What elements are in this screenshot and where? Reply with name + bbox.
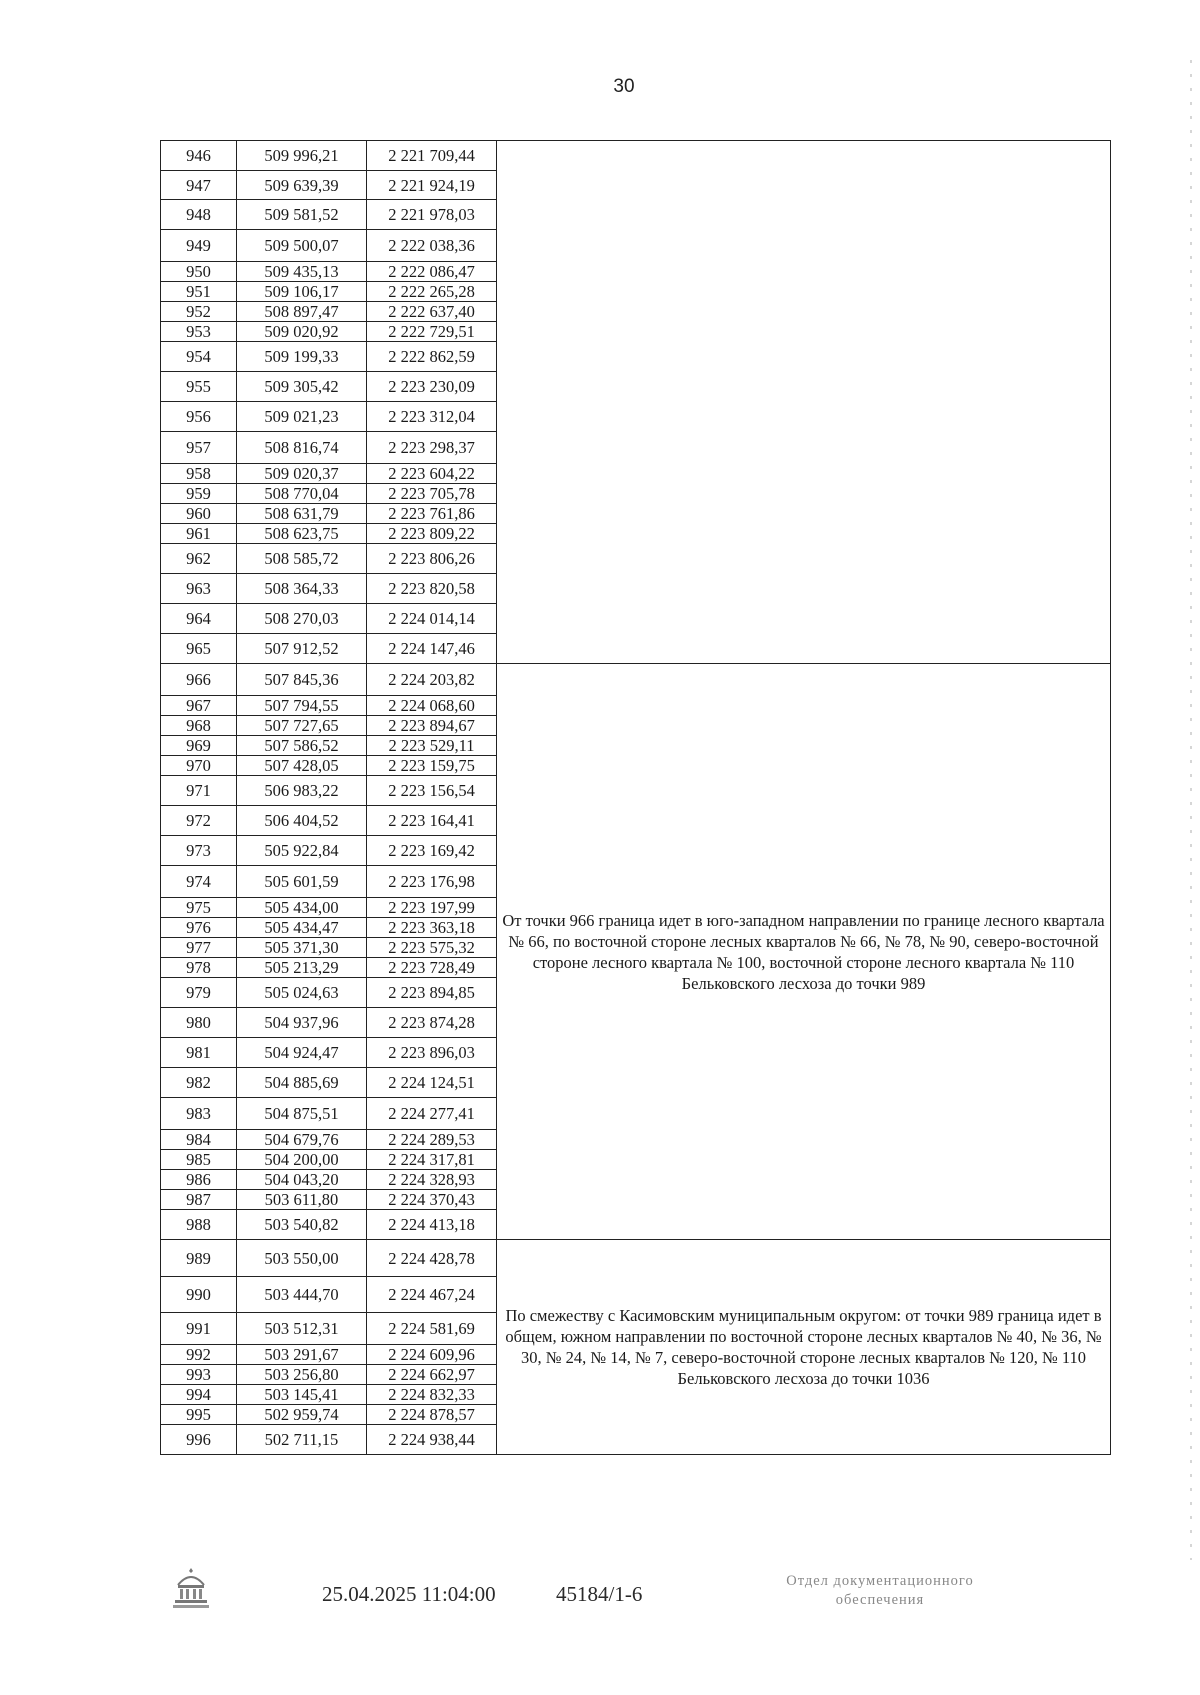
footer-datetime: 25.04.2025 11:04:00 xyxy=(322,1582,496,1606)
point-number-cell: 975 xyxy=(161,898,237,918)
y-coordinate-cell: 2 224 413,18 xyxy=(367,1210,497,1240)
point-number-cell: 990 xyxy=(161,1277,237,1313)
y-coordinate-cell: 2 224 068,60 xyxy=(367,696,497,716)
point-number-cell: 948 xyxy=(161,200,237,230)
point-number-cell: 973 xyxy=(161,836,237,866)
table-row xyxy=(161,141,1111,171)
x-coordinate-cell: 509 020,92 xyxy=(237,322,367,342)
y-coordinate-cell: 2 223 809,22 xyxy=(367,524,497,544)
x-coordinate-cell: 509 020,37 xyxy=(237,464,367,484)
y-coordinate-cell: 2 223 230,09 xyxy=(367,372,497,402)
point-number-cell: 960 xyxy=(161,504,237,524)
y-coordinate-cell: 2 224 317,81 xyxy=(367,1150,497,1170)
point-number-cell: 994 xyxy=(161,1385,237,1405)
x-coordinate-cell: 504 200,00 xyxy=(237,1150,367,1170)
x-coordinate-cell: 504 924,47 xyxy=(237,1038,367,1068)
x-coordinate-cell: 509 106,17 xyxy=(237,282,367,302)
point-number-cell: 983 xyxy=(161,1098,237,1130)
boundary-description-cell xyxy=(497,141,1111,664)
y-coordinate-cell: 2 223 874,28 xyxy=(367,1008,497,1038)
y-coordinate-cell: 2 222 265,28 xyxy=(367,282,497,302)
y-coordinate-cell: 2 223 604,22 xyxy=(367,464,497,484)
x-coordinate-cell: 508 270,03 xyxy=(237,604,367,634)
x-coordinate-cell: 502 711,15 xyxy=(237,1425,367,1455)
x-coordinate-cell: 503 291,67 xyxy=(237,1345,367,1365)
x-coordinate-cell: 504 885,69 xyxy=(237,1068,367,1098)
point-number-cell: 982 xyxy=(161,1068,237,1098)
point-number-cell: 984 xyxy=(161,1130,237,1150)
point-number-cell: 964 xyxy=(161,604,237,634)
y-coordinate-cell: 2 223 894,67 xyxy=(367,716,497,736)
y-coordinate-cell: 2 223 312,04 xyxy=(367,402,497,432)
boundary-description-cell: От точки 966 граница идет в юго-западном направлении по границе лесного квартала № 66, по восточной стороне лесных кварталов № 66, № 78, № 90, северо-восточной стороне лесного квартала № 100, восточной стороне лесного квартала № 110 Бельковского лесхоза до точки 989 xyxy=(497,664,1111,1240)
x-coordinate-cell: 509 500,07 xyxy=(237,230,367,262)
point-number-cell: 969 xyxy=(161,736,237,756)
x-coordinate-cell: 509 305,42 xyxy=(237,372,367,402)
x-coordinate-cell: 503 550,00 xyxy=(237,1240,367,1277)
point-number-cell: 949 xyxy=(161,230,237,262)
y-coordinate-cell: 2 223 820,58 xyxy=(367,574,497,604)
x-coordinate-cell: 504 937,96 xyxy=(237,1008,367,1038)
point-number-cell: 968 xyxy=(161,716,237,736)
point-number-cell: 959 xyxy=(161,484,237,504)
y-coordinate-cell: 2 223 156,54 xyxy=(367,776,497,806)
point-number-cell: 989 xyxy=(161,1240,237,1277)
x-coordinate-cell: 508 631,79 xyxy=(237,504,367,524)
table-row xyxy=(161,664,1111,696)
x-coordinate-cell: 505 434,47 xyxy=(237,918,367,938)
point-number-cell: 971 xyxy=(161,776,237,806)
emblem-logo-icon xyxy=(170,1565,212,1611)
point-number-cell: 953 xyxy=(161,322,237,342)
x-coordinate-cell: 509 435,13 xyxy=(237,262,367,282)
x-coordinate-cell: 509 996,21 xyxy=(237,141,367,171)
y-coordinate-cell: 2 224 370,43 xyxy=(367,1190,497,1210)
x-coordinate-cell: 506 404,52 xyxy=(237,806,367,836)
y-coordinate-cell: 2 223 728,49 xyxy=(367,958,497,978)
boundary-description-cell: По смежеству с Касимовским муниципальным округом: от точки 989 граница идет в общем, южном направлении по восточной стороне лесных кварталов № 40, № 36, № 30, № 24, № 14, № 7, северо-восточной стороне лесных кварталов № 120, № 110 Бельковского лесхоза до точки 1036 xyxy=(497,1240,1111,1455)
point-number-cell: 952 xyxy=(161,302,237,322)
point-number-cell: 972 xyxy=(161,806,237,836)
y-coordinate-cell: 2 224 662,97 xyxy=(367,1365,497,1385)
x-coordinate-cell: 505 601,59 xyxy=(237,866,367,898)
point-number-cell: 955 xyxy=(161,372,237,402)
stamp-line-1: Отдел документационного xyxy=(786,1573,974,1589)
x-coordinate-cell: 505 371,30 xyxy=(237,938,367,958)
page-number: 30 xyxy=(613,76,635,97)
point-number-cell: 991 xyxy=(161,1313,237,1345)
x-coordinate-cell: 503 145,41 xyxy=(237,1385,367,1405)
y-coordinate-cell: 2 224 147,46 xyxy=(367,634,497,664)
x-coordinate-cell: 507 586,52 xyxy=(237,736,367,756)
y-coordinate-cell: 2 221 709,44 xyxy=(367,141,497,171)
x-coordinate-cell: 504 043,20 xyxy=(237,1170,367,1190)
y-coordinate-cell: 2 224 467,24 xyxy=(367,1277,497,1313)
y-coordinate-cell: 2 223 176,98 xyxy=(367,866,497,898)
x-coordinate-cell: 506 983,22 xyxy=(237,776,367,806)
y-coordinate-cell: 2 223 575,32 xyxy=(367,938,497,958)
point-number-cell: 974 xyxy=(161,866,237,898)
point-number-cell: 970 xyxy=(161,756,237,776)
x-coordinate-cell: 508 770,04 xyxy=(237,484,367,504)
y-coordinate-cell: 2 224 124,51 xyxy=(367,1068,497,1098)
x-coordinate-cell: 507 794,55 xyxy=(237,696,367,716)
point-number-cell: 967 xyxy=(161,696,237,716)
x-coordinate-cell: 503 444,70 xyxy=(237,1277,367,1313)
point-number-cell: 954 xyxy=(161,342,237,372)
point-number-cell: 988 xyxy=(161,1210,237,1240)
y-coordinate-cell: 2 223 761,86 xyxy=(367,504,497,524)
point-number-cell: 986 xyxy=(161,1170,237,1190)
y-coordinate-cell: 2 222 729,51 xyxy=(367,322,497,342)
x-coordinate-cell: 507 727,65 xyxy=(237,716,367,736)
y-coordinate-cell: 2 223 894,85 xyxy=(367,978,497,1008)
point-number-cell: 996 xyxy=(161,1425,237,1455)
x-coordinate-cell: 505 922,84 xyxy=(237,836,367,866)
table-row xyxy=(161,1240,1111,1277)
stamp-line-2: обеспечения xyxy=(835,1592,925,1608)
x-coordinate-cell: 503 611,80 xyxy=(237,1190,367,1210)
point-number-cell: 981 xyxy=(161,1038,237,1068)
y-coordinate-cell: 2 223 529,11 xyxy=(367,736,497,756)
y-coordinate-cell: 2 223 169,42 xyxy=(367,836,497,866)
x-coordinate-cell: 505 213,29 xyxy=(237,958,367,978)
y-coordinate-cell: 2 221 924,19 xyxy=(367,171,497,200)
point-number-cell: 965 xyxy=(161,634,237,664)
x-coordinate-cell: 509 639,39 xyxy=(237,171,367,200)
y-coordinate-cell: 2 222 637,40 xyxy=(367,302,497,322)
x-coordinate-cell: 504 679,76 xyxy=(237,1130,367,1150)
y-coordinate-cell: 2 223 159,75 xyxy=(367,756,497,776)
point-number-cell: 995 xyxy=(161,1405,237,1425)
x-coordinate-cell: 503 256,80 xyxy=(237,1365,367,1385)
point-number-cell: 992 xyxy=(161,1345,237,1365)
y-coordinate-cell: 2 223 197,99 xyxy=(367,898,497,918)
x-coordinate-cell: 503 540,82 xyxy=(237,1210,367,1240)
point-number-cell: 963 xyxy=(161,574,237,604)
x-coordinate-cell: 509 199,33 xyxy=(237,342,367,372)
footer-document-number: 45184/1-6 xyxy=(556,1582,643,1606)
point-number-cell: 966 xyxy=(161,664,237,696)
point-number-cell: 950 xyxy=(161,262,237,282)
x-coordinate-cell: 507 845,36 xyxy=(237,664,367,696)
x-coordinate-cell: 505 434,00 xyxy=(237,898,367,918)
point-number-cell: 976 xyxy=(161,918,237,938)
y-coordinate-cell: 2 222 862,59 xyxy=(367,342,497,372)
coordinates-table xyxy=(160,140,1111,1455)
department-stamp xyxy=(740,1572,1020,1610)
y-coordinate-cell: 2 221 978,03 xyxy=(367,200,497,230)
point-number-cell: 978 xyxy=(161,958,237,978)
x-coordinate-cell: 505 024,63 xyxy=(237,978,367,1008)
y-coordinate-cell: 2 224 203,82 xyxy=(367,664,497,696)
point-number-cell: 951 xyxy=(161,282,237,302)
x-coordinate-cell: 508 585,72 xyxy=(237,544,367,574)
point-number-cell: 987 xyxy=(161,1190,237,1210)
point-number-cell: 962 xyxy=(161,544,237,574)
y-coordinate-cell: 2 223 164,41 xyxy=(367,806,497,836)
x-coordinate-cell: 508 816,74 xyxy=(237,432,367,464)
y-coordinate-cell: 2 224 014,14 xyxy=(367,604,497,634)
y-coordinate-cell: 2 223 298,37 xyxy=(367,432,497,464)
point-number-cell: 985 xyxy=(161,1150,237,1170)
y-coordinate-cell: 2 224 428,78 xyxy=(367,1240,497,1277)
x-coordinate-cell: 509 581,52 xyxy=(237,200,367,230)
x-coordinate-cell: 502 959,74 xyxy=(237,1405,367,1425)
y-coordinate-cell: 2 224 938,44 xyxy=(367,1425,497,1455)
point-number-cell: 956 xyxy=(161,402,237,432)
point-number-cell: 979 xyxy=(161,978,237,1008)
y-coordinate-cell: 2 224 878,57 xyxy=(367,1405,497,1425)
x-coordinate-cell: 507 912,52 xyxy=(237,634,367,664)
y-coordinate-cell: 2 222 086,47 xyxy=(367,262,497,282)
point-number-cell: 946 xyxy=(161,141,237,171)
scan-margin-marks xyxy=(1190,60,1192,1560)
y-coordinate-cell: 2 223 705,78 xyxy=(367,484,497,504)
point-number-cell: 961 xyxy=(161,524,237,544)
y-coordinate-cell: 2 223 363,18 xyxy=(367,918,497,938)
y-coordinate-cell: 2 222 038,36 xyxy=(367,230,497,262)
x-coordinate-cell: 508 897,47 xyxy=(237,302,367,322)
y-coordinate-cell: 2 224 277,41 xyxy=(367,1098,497,1130)
x-coordinate-cell: 503 512,31 xyxy=(237,1313,367,1345)
y-coordinate-cell: 2 223 806,26 xyxy=(367,544,497,574)
y-coordinate-cell: 2 224 832,33 xyxy=(367,1385,497,1405)
y-coordinate-cell: 2 224 328,93 xyxy=(367,1170,497,1190)
point-number-cell: 980 xyxy=(161,1008,237,1038)
point-number-cell: 947 xyxy=(161,171,237,200)
point-number-cell: 957 xyxy=(161,432,237,464)
point-number-cell: 958 xyxy=(161,464,237,484)
y-coordinate-cell: 2 224 609,96 xyxy=(367,1345,497,1365)
point-number-cell: 993 xyxy=(161,1365,237,1385)
y-coordinate-cell: 2 223 896,03 xyxy=(367,1038,497,1068)
y-coordinate-cell: 2 224 289,53 xyxy=(367,1130,497,1150)
x-coordinate-cell: 504 875,51 xyxy=(237,1098,367,1130)
x-coordinate-cell: 509 021,23 xyxy=(237,402,367,432)
point-number-cell: 977 xyxy=(161,938,237,958)
x-coordinate-cell: 508 623,75 xyxy=(237,524,367,544)
x-coordinate-cell: 508 364,33 xyxy=(237,574,367,604)
x-coordinate-cell: 507 428,05 xyxy=(237,756,367,776)
y-coordinate-cell: 2 224 581,69 xyxy=(367,1313,497,1345)
